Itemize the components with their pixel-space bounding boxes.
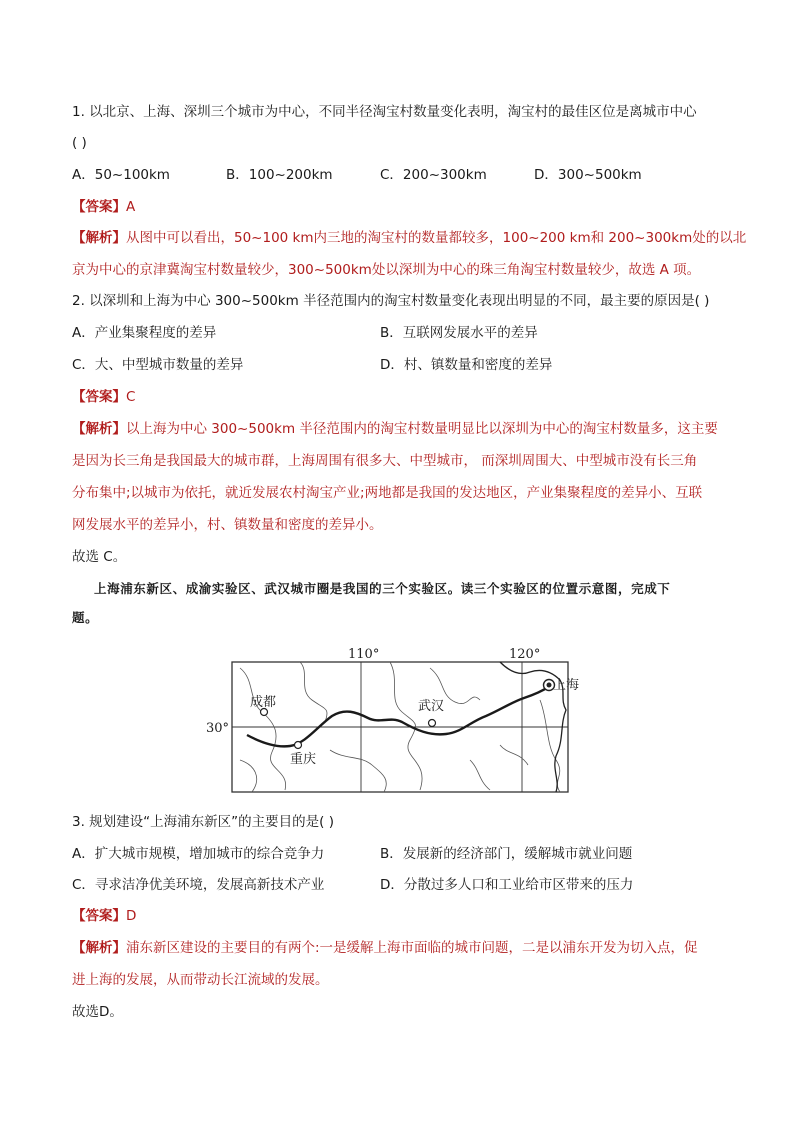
q3-option-d: D．分散过多人口和工业给市区带来的压力 [380,877,634,893]
map-intro-line2: 题。 [72,610,99,625]
q3-option-a: A．扩大城市规模，增加城市的综合竞争力 [72,846,325,862]
analysis-text: 以上海为中心 300~500km 半径范围内的淘宝村数量明显比以深圳为中心的淘宝村数量多，这主要 [126,421,718,437]
analysis-label: 【解析】 [72,421,126,437]
q1-analysis-line2: 京为中心的京津冀淘宝村数量较少，300~500km处以深圳为中心的珠三角淘宝村数量较少，故选 A 项。 [72,262,701,278]
q2-conclusion: 故选 C。 [72,549,127,565]
city-label-wuhan: 武汉 [418,699,445,714]
q1-stem-line1: 1. 以北京、上海、深圳三个城市为中心，不同半径淘宝村数量变化表明，淘宝村的最佳区位是离城市中心 [72,104,697,120]
q3-analysis-line2: 进上海的发展，从而带动长江流域的发展。 [72,972,329,988]
q2-option-a: A．产业集聚程度的差异 [72,325,217,341]
q1-option-d: D．300~500km [534,167,642,183]
q3-option-b: B．发展新的经济部门，缓解城市就业问题 [380,846,633,862]
city-label-shanghai: 上海 [553,678,580,693]
answer-value: A [126,199,136,215]
answer-label: 【答案】 [72,199,126,215]
q2-option-b: B．互联网发展水平的差异 [380,325,538,341]
q2-analysis-line3: 分布集中;以城市为依托，就近发展农村淘宝产业;两地都是我国的发达地区，产业集聚程度的差异小、互联 [72,485,703,501]
q1-stem-line2: ( ) [72,135,87,151]
analysis-label: 【解析】 [72,940,126,956]
q2-option-d: D．村、镇数量和密度的差异 [380,357,553,373]
lon-label-110: 110° [348,647,380,662]
q1-option-b: B．100~200km [226,167,333,183]
lat-label-30: 30° [206,721,230,736]
yangtze-river [247,686,550,746]
lon-label-120: 120° [509,647,541,662]
q3-option-c: C．寻求洁净优美环境，发展高新技术产业 [72,877,325,893]
answer-label: 【答案】 [72,389,126,405]
q1-option-c: C．200~300km [380,167,487,183]
wuhan-marker [429,720,436,727]
q2-analysis-line4: 网发展水平的差异小，村、镇数量和密度的差异小。 [72,517,383,533]
q3-stem: 3. 规划建设“上海浦东新区”的主要目的是( ) [72,814,334,830]
q2-stem: 2. 以深圳和上海为中心 300~500km 半径范围内的淘宝村数量变化表现出明显的不同，最主要的原因是( ) [72,293,710,309]
city-label-chongqing: 重庆 [290,752,317,767]
q3-conclusion: 故选D。 [72,1004,123,1020]
shanghai-marker [547,683,552,688]
q2-analysis-line2: 是因为长三角是我国最大的城市群，上海周围有很多大、中型城市， 而深圳周围大、中型城市没有长三角 [72,453,698,469]
map-intro-line1: 上海浦东新区、成渝实验区、武汉城市圈是我国的三个实验区。读三个实验区的位置示意图，完成下 [94,581,671,596]
q3-answer [72,907,136,925]
answer-label: 【答案】 [72,908,126,924]
answer-value: C [126,389,136,405]
q3-analysis-line1 [72,939,698,957]
analysis-label: 【解析】 [72,230,126,246]
analysis-text: 浦东新区建设的主要目的有两个:一是缓解上海市面临的城市问题，二是以浦东开发为切入点，促 [126,940,698,956]
city-label-chengdu: 成都 [250,695,277,710]
answer-value: D [126,908,137,924]
q1-option-a: A．50~100km [72,167,170,183]
analysis-text: 从图中可以看出，50~100 km内三地的淘宝村的数量都较多，100~200 km和 200~300km处的以北 [126,230,747,246]
chongqing-marker [295,742,302,749]
q2-option-c: C．大、中型城市数量的差异 [72,357,244,373]
